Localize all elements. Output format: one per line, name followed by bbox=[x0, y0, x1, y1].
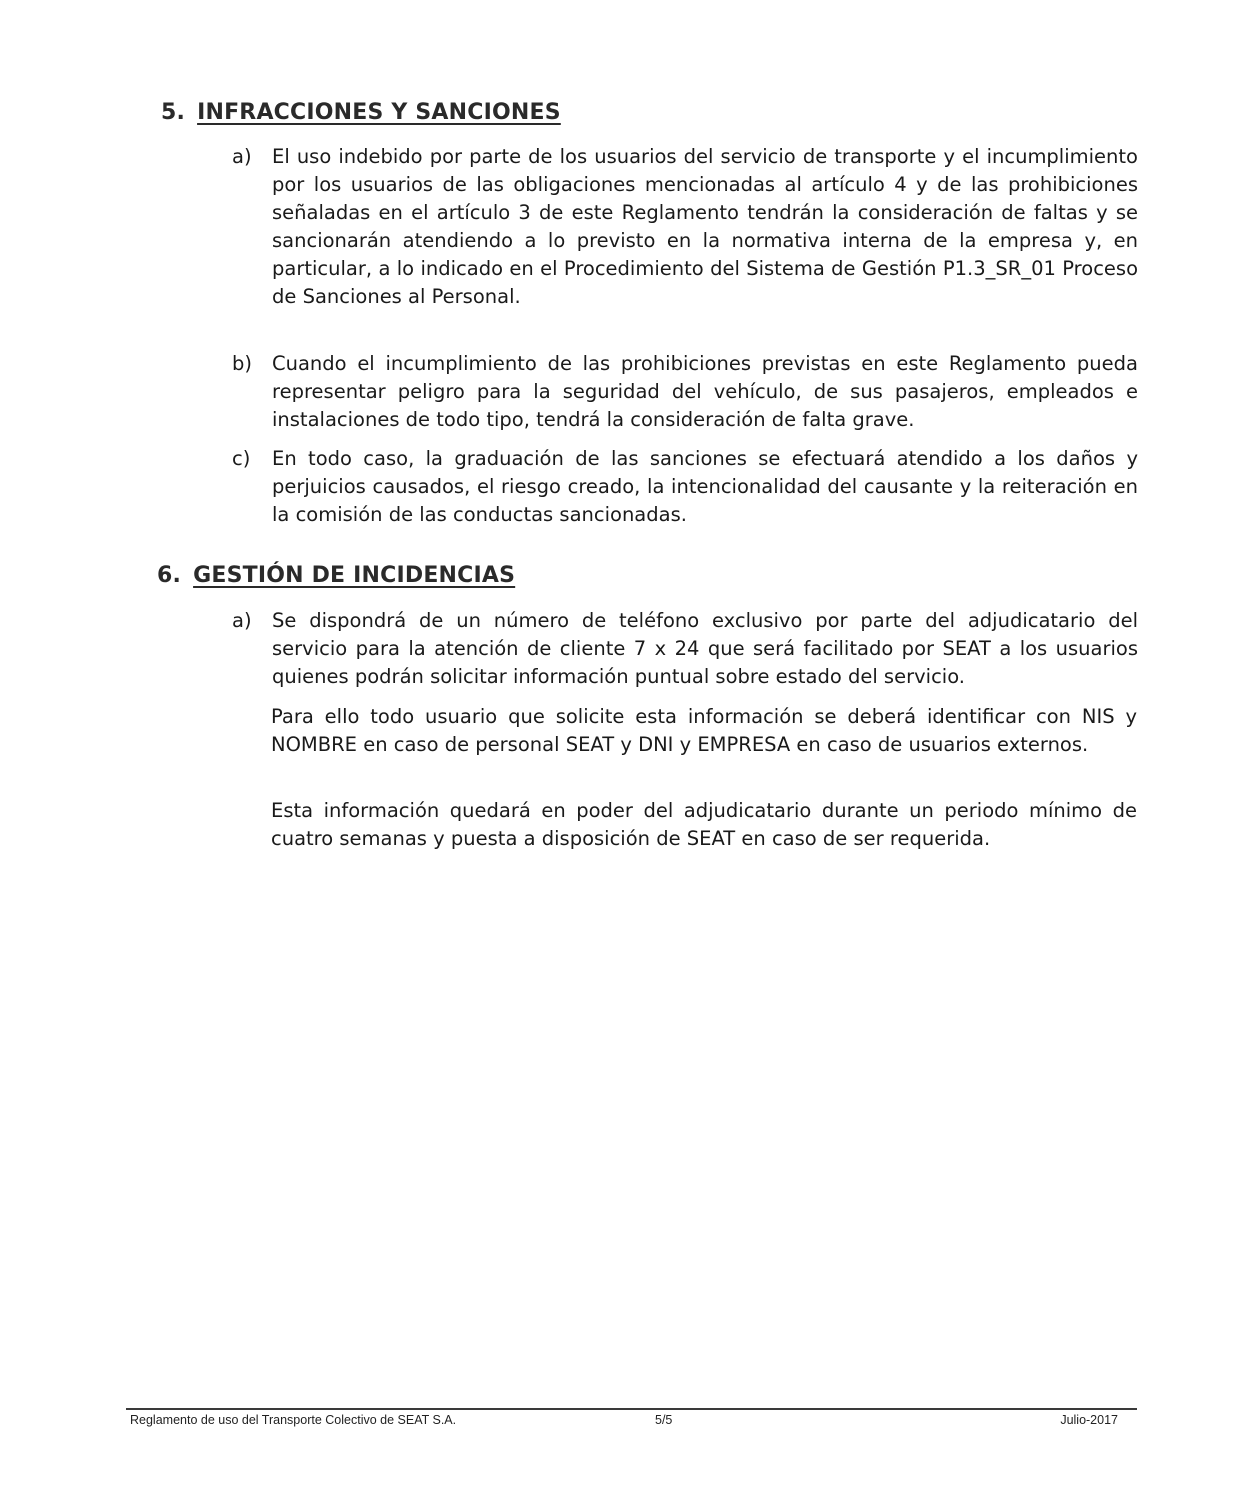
paragraph: Esta información quedará en poder del adjudicatario durante un periodo mínimo de cuatro semanas y puesta a disposición de SEAT en caso de ser requerida. bbox=[271, 799, 1137, 850]
item-label: b) bbox=[232, 352, 252, 375]
item-text: Cuando el incumplimiento de las prohibiciones previstas en este Reglamento pueda representar peligro para la seguridad del vehículo, de sus pasajeros, empleados e instalaciones de todo tipo, tendrá la consideración de falta grave. bbox=[272, 352, 1138, 431]
item-label: a) bbox=[232, 145, 252, 168]
item-label: c) bbox=[232, 447, 251, 470]
item-text: El uso indebido por parte de los usuarios del servicio de transporte y el incumplimiento por los usuarios de las obligaciones mencionadas al artículo 4 y de las prohibiciones señaladas en el artículo 3 de este Reglamento tendrán la consideración de faltas y se sancionarán atendiendo a lo previsto en la normativa interna de la empresa y, en particular, a lo indicado en el Procedimiento del Sistema de Gestión P1.3_SR_01 Proceso de Sanciones al Personal. bbox=[272, 145, 1138, 308]
item-text: En todo caso, la graduación de las sanciones se efectuará atendido a los daños y perjuicios causados, el riesgo creado, la intencionalidad del causante y la reiteración en la comisión de las conductas sancionadas. bbox=[272, 447, 1138, 526]
footer-divider bbox=[126, 1408, 1137, 1410]
footer-page-number: 5/5 bbox=[655, 1413, 673, 1427]
list-item bbox=[232, 350, 1138, 434]
section-heading-infracciones bbox=[161, 100, 561, 125]
list-item bbox=[232, 607, 1138, 691]
footer-date: Julio-2017 bbox=[1060, 1413, 1118, 1427]
section-number: 5. bbox=[161, 100, 186, 125]
item-text: Se dispondrá de un número de teléfono exclusivo por parte del adjudicatario del servicio para la atención de cliente 7 x 24 que será facilitado por SEAT a los usuarios quienes podrán solicitar información puntual sobre estado del servicio. bbox=[272, 609, 1138, 688]
item-label: a) bbox=[232, 609, 252, 632]
section-title: INFRACCIONES Y SANCIONES bbox=[197, 100, 561, 125]
section-number: 6. bbox=[157, 563, 182, 588]
list-item bbox=[232, 143, 1138, 311]
section-title: GESTIÓN DE INCIDENCIAS bbox=[193, 563, 516, 588]
footer-document-title: Reglamento de uso del Transporte Colectivo de SEAT S.A. bbox=[130, 1413, 457, 1427]
section-heading-gestion bbox=[157, 563, 515, 588]
paragraph: Para ello todo usuario que solicite esta información se deberá identificar con NIS y NOMBRE en caso de personal SEAT y DNI y EMPRESA en caso de usuarios externos. bbox=[271, 705, 1137, 756]
list-item bbox=[232, 445, 1138, 529]
